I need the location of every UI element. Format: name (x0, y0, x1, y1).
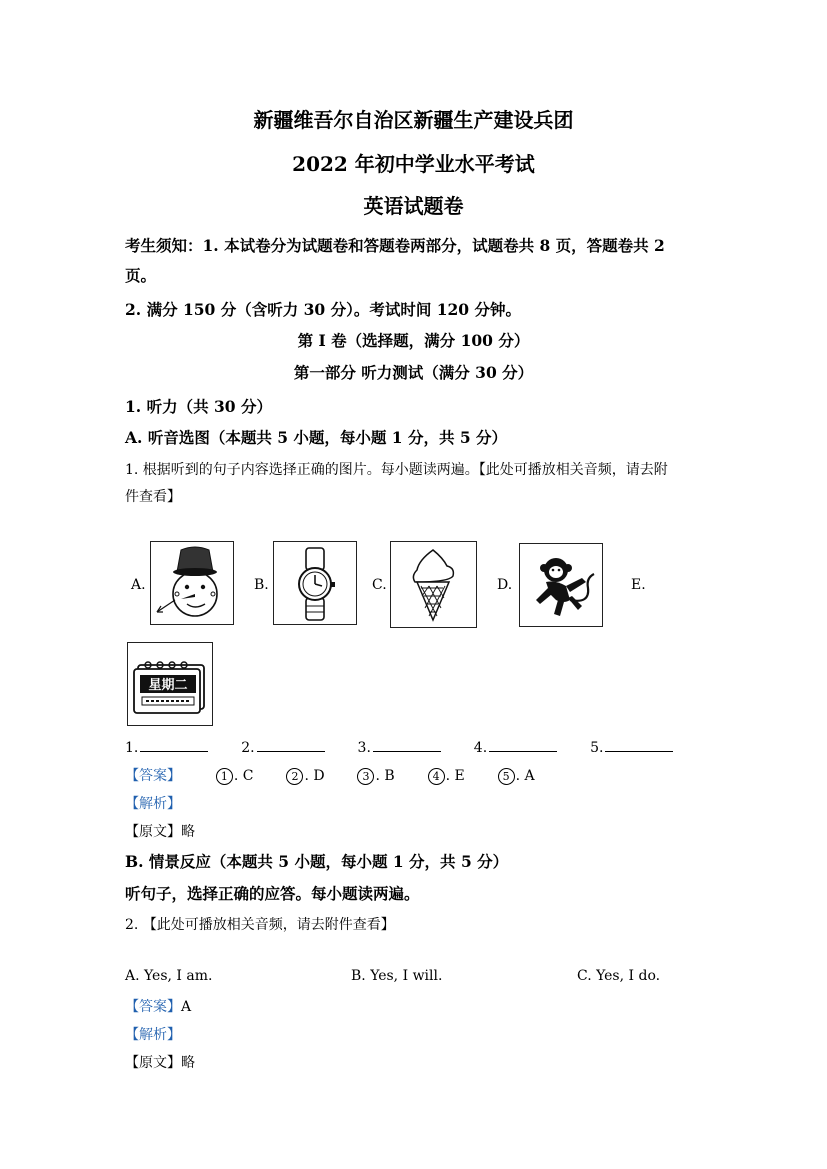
blank-2[interactable]: 2. (241, 740, 324, 756)
listening-heading: 1. 听力（共 30 分） (125, 397, 272, 416)
q2-option-b: B. Yes, I will. (351, 968, 443, 984)
blank-1[interactable]: 1. (125, 740, 208, 756)
question-1-text: 1. 根据听到的句子内容选择正确的图片。每小题读两遍。【此处可播放相关音频，请去附 (125, 462, 668, 478)
answer-item: 3 . B (357, 768, 394, 784)
answer-item: 1 . C (216, 768, 254, 784)
answer-item: 4 . E (428, 768, 465, 784)
ice-cream-icon (391, 542, 476, 627)
answer-item: 5 . A (498, 768, 535, 784)
option-e-label: E. (631, 577, 646, 593)
q2-option-a: A. Yes, I am. (125, 968, 213, 984)
q1-original-text: 【原文】略 (125, 824, 195, 840)
watch-icon (274, 542, 356, 624)
option-c-label: C. (372, 577, 387, 593)
answer-item: 2 . D (286, 768, 324, 784)
q2-option-c: C. Yes, I do. (577, 968, 661, 984)
option-b-label: B. (254, 577, 269, 593)
notice-line-1: 考生须知：1. 本试卷分为试题卷和答题卷两部分，试题卷共 8 页，答题卷共 2 (125, 236, 665, 255)
snowman-icon (151, 542, 233, 624)
part-b-heading: B. 情景反应（本题共 5 小题，每小题 1 分，共 5 分） (125, 852, 509, 871)
monkey-icon (520, 544, 602, 626)
part-a-heading: A. 听音选图（本题共 5 小题，每小题 1 分，共 5 分） (125, 428, 508, 447)
answer-value: A (181, 999, 192, 1015)
option-a-label: A. (131, 577, 146, 593)
q1-answer-row (125, 765, 535, 785)
answer-label: 【答案】 (125, 999, 181, 1015)
blank-3[interactable]: 3. (358, 740, 441, 756)
question-1-text-cont: 件查看】 (125, 489, 181, 505)
ice-cream-image (390, 541, 477, 628)
blank-4[interactable]: 4. (474, 740, 557, 756)
q1-analysis-label: 【解析】 (125, 796, 181, 812)
q2-original-text: 【原文】略 (125, 1055, 195, 1071)
notice-line-1b: 页。 (125, 266, 157, 285)
calendar-icon (128, 643, 212, 725)
title-line-3: 英语试题卷 (363, 194, 464, 218)
answer-label: 【答案】 (125, 768, 181, 784)
question-2-text: 2. 【此处可播放相关音频，请去附件查看】 (125, 917, 395, 933)
watch-image (273, 541, 357, 625)
option-d-label: D. (497, 577, 513, 593)
notice-line-2: 2. 满分 150 分（含听力 30 分）。考试时间 120 分钟。 (125, 300, 521, 319)
title-line-1: 新疆维吾尔自治区新疆生产建设兵团 (253, 108, 574, 132)
calendar-weekday-text: 星期二 (148, 678, 188, 693)
answer-blanks-row (125, 737, 673, 756)
snowman-image (150, 541, 234, 625)
monkey-image (519, 543, 603, 627)
part-b-instruction: 听句子，选择正确的应答。每小题读两遍。 (125, 884, 420, 903)
part-one-heading: 第一部分 听力测试（满分 30 分） (293, 363, 534, 382)
q2-answer-row (125, 996, 191, 1016)
title-line-2: 2022 年初中学业水平考试 (292, 152, 535, 176)
volume-heading: 第 I 卷（选择题，满分 100 分） (297, 331, 530, 350)
q2-analysis-label: 【解析】 (125, 1027, 181, 1043)
blank-5[interactable]: 5. (590, 740, 673, 756)
calendar-image (127, 642, 213, 726)
